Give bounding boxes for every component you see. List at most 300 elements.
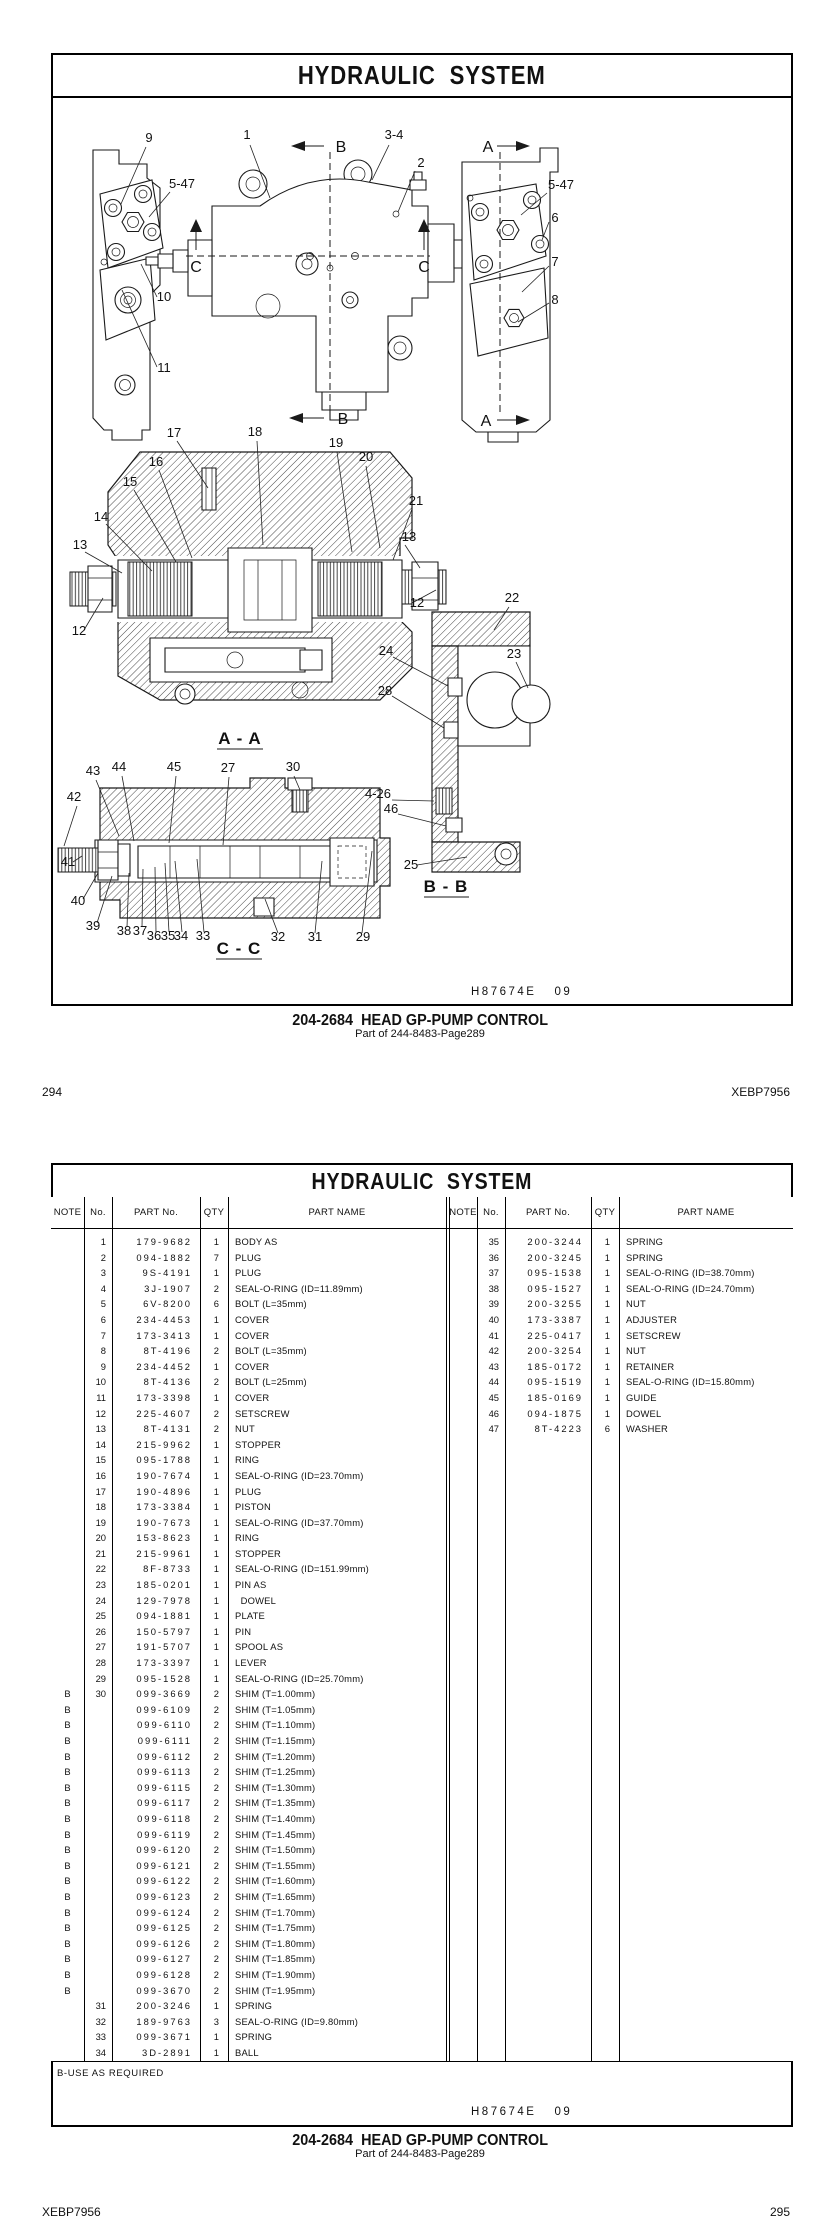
cell-qty: 1 (604, 1391, 610, 1403)
callout-3-4: 3-4 (384, 127, 404, 142)
cell-part-no: 215-9961 (136, 1547, 192, 1559)
callout-22: 22 (504, 590, 520, 605)
cell-qty: 2 (213, 1906, 219, 1918)
table-row (51, 1390, 446, 1406)
cell-note (51, 1624, 84, 1640)
table-row (449, 1312, 793, 1328)
cell-part-name: SPRING (626, 1236, 664, 1247)
table-row (51, 1546, 446, 1562)
cell-qty: 1 (213, 2046, 219, 2058)
cell-part-no: 095-1528 (136, 1672, 192, 1684)
callout-18: 18 (247, 424, 263, 439)
table-row (51, 1265, 446, 1281)
cell-note (51, 1312, 84, 1328)
cell-part-name: SHIM (T=1.80mm) (235, 1937, 316, 1949)
table-row (51, 1702, 446, 1718)
callout-12: 12 (409, 595, 425, 610)
table-row (51, 1406, 446, 1422)
cell-qty: 1 (604, 1407, 610, 1419)
cell-no (84, 1951, 112, 1967)
cell-part-name: SEAL-O-RING (ID=151.99mm) (235, 1563, 369, 1575)
cell-qty: 6 (604, 1423, 610, 1435)
page2-caption-sub: Part of 244-8483-Page289 (355, 2148, 485, 2160)
cell-no (84, 1920, 112, 1936)
cell-part-name: DOWEL (626, 1407, 662, 1419)
cell-no: 18 (95, 1501, 106, 1513)
cell-part-no: 215-9962 (136, 1438, 192, 1450)
cell-no (84, 1842, 112, 1858)
cell-no: 17 (95, 1485, 106, 1497)
cell-qty: 3 (213, 2015, 219, 2027)
cell-qty: 2 (213, 1828, 219, 1840)
cell-note (449, 1296, 477, 1312)
header-divider (51, 1228, 793, 1229)
cell-no (84, 1702, 112, 1718)
cell-qty: 2 (213, 1937, 219, 1949)
cell-part-name: SHIM (T=1.70mm) (235, 1906, 316, 1918)
cell-part-no: 095-1527 (527, 1282, 583, 1294)
table-row (51, 1624, 446, 1640)
cell-part-name: STOPPER (235, 1438, 282, 1450)
cell-qty: 1 (213, 1454, 219, 1466)
cell-note (51, 1343, 84, 1359)
table-row (51, 1967, 446, 1983)
cell-note (51, 1608, 84, 1624)
cell-qty: 1 (213, 1657, 219, 1669)
callout-5-47: 5-47 (168, 176, 196, 191)
cell-part-name: SPRING (235, 2031, 273, 2043)
callout-10: 10 (156, 289, 172, 304)
cell-qty: 1 (213, 1313, 219, 1325)
table-row (51, 1577, 446, 1593)
cell-qty: 1 (213, 1672, 219, 1684)
cell-note: B (64, 1735, 71, 1746)
callout-12: 12 (71, 623, 87, 638)
cell-qty: 1 (213, 1485, 219, 1497)
table-row (449, 1265, 793, 1281)
cell-part-no: 099-6127 (136, 1953, 192, 1965)
table-row (51, 1671, 446, 1687)
cell-part-no: 099-6126 (136, 1937, 192, 1949)
cell-part-name: BOLT (L=35mm) (235, 1345, 307, 1357)
table-row (51, 1484, 446, 1500)
table-row (449, 1359, 793, 1375)
cell-qty: 2 (213, 1766, 219, 1778)
callout-42: 42 (66, 789, 82, 804)
cell-note (51, 1998, 84, 2014)
callout-29: 29 (355, 929, 371, 944)
table-footnote: B-USE AS REQUIRED (57, 2068, 164, 2079)
cell-qty: 1 (213, 1610, 219, 1622)
cell-note: B (64, 1906, 71, 1918)
cell-part-no: 099-6123 (136, 1890, 192, 1902)
cell-part-name: SPRING (626, 1251, 664, 1263)
cell-qty: 1 (604, 1298, 610, 1310)
cell-part-name: SETSCREW (235, 1407, 290, 1419)
cell-part-no: 099-6121 (136, 1859, 192, 1871)
callout-36: 36 (146, 928, 162, 943)
cell-part-name: LEVER (235, 1657, 267, 1669)
cell-part-no: 095-1538 (527, 1267, 583, 1279)
cell-no: 3 (100, 1267, 106, 1279)
technical-drawing-page1 (51, 96, 793, 1006)
cell-no: 31 (95, 2000, 106, 2012)
cell-part-name: STOPPER (235, 1547, 282, 1559)
cell-qty: 1 (213, 1641, 219, 1653)
table-row (51, 1686, 446, 1702)
cell-part-name: PIN AS (235, 1579, 267, 1591)
cell-part-no: 179-9682 (136, 1236, 192, 1247)
cell-no: 40 (488, 1313, 499, 1325)
table-row (449, 1374, 793, 1390)
table-row (51, 1608, 446, 1624)
table-row (51, 1842, 446, 1858)
cell-note: B (64, 1828, 71, 1840)
cell-no: 13 (95, 1423, 106, 1435)
cell-qty: 2 (213, 1750, 219, 1762)
cell-part-no: 8F-8733 (143, 1563, 192, 1575)
page2-number: 295 (769, 2205, 790, 2219)
cell-note (449, 1250, 477, 1266)
cell-note (51, 2029, 84, 2045)
cell-part-no: 099-6111 (137, 1735, 192, 1746)
page1-title-bar (53, 55, 791, 98)
cell-part-no: 3D-2891 (142, 2046, 192, 2058)
cell-part-no: 190-4896 (136, 1485, 192, 1497)
table-row (51, 1421, 446, 1437)
table-row (51, 1452, 446, 1468)
table-row (51, 1328, 446, 1344)
cell-part-no: 099-6109 (136, 1703, 192, 1715)
callout-9: 9 (145, 130, 153, 145)
cell-qty: 2 (213, 1968, 219, 1980)
callout-13: 13 (72, 537, 88, 552)
cell-note: B (64, 1750, 71, 1762)
cell-part-name: SPRING (235, 2000, 273, 2012)
cell-part-name: PLUG (235, 1267, 262, 1279)
table-row (51, 1343, 446, 1359)
cell-part-no: 099-6128 (136, 1968, 192, 1980)
cell-no (84, 1749, 112, 1765)
cell-qty: 1 (213, 1625, 219, 1637)
table-row (51, 1889, 446, 1905)
cell-note (449, 1406, 477, 1422)
callout-C - C: C - C (216, 939, 262, 958)
cell-note (449, 1343, 477, 1359)
callout-30: 30 (285, 759, 301, 774)
section-c-arrow-left (190, 219, 202, 232)
cell-qty: 1 (604, 1329, 610, 1341)
cell-qty: 1 (604, 1360, 610, 1372)
cell-qty: 2 (213, 1953, 219, 1965)
cell-qty: 2 (213, 1797, 219, 1809)
cell-part-name: SHIM (T=1.95mm) (235, 1984, 316, 1996)
cell-part-no: 094-1875 (527, 1407, 583, 1419)
callout-37: 37 (132, 923, 148, 938)
table-row (51, 1795, 446, 1811)
cell-part-name: SHIM (T=1.30mm) (235, 1781, 316, 1793)
cell-no (84, 1811, 112, 1827)
cell-qty: 2 (213, 1922, 219, 1934)
callout-2: 2 (417, 155, 425, 170)
cell-part-no: 099-6113 (137, 1766, 192, 1778)
page1-title: HYDRAULIC SYSTEM (298, 60, 546, 90)
cell-part-name: RETAINER (626, 1360, 675, 1372)
callout-5-47: 5-47 (547, 177, 575, 192)
cell-qty: 1 (604, 1376, 610, 1388)
cell-part-name: SHIM (T=1.05mm) (235, 1703, 316, 1715)
cell-note (51, 1452, 84, 1468)
callout-23: 23 (506, 646, 522, 661)
callout-A: A (482, 139, 494, 156)
page2-title: HYDRAULIC SYSTEM (311, 1168, 533, 1194)
cell-note (449, 1390, 477, 1406)
callout-34: 34 (173, 928, 189, 943)
cell-part-name: SHIM (T=1.55mm) (235, 1859, 316, 1871)
cell-no: 35 (488, 1236, 499, 1247)
callout-39: 39 (85, 918, 101, 933)
cell-part-name: SHIM (T=1.60mm) (235, 1875, 316, 1887)
callout-C: C (418, 259, 430, 276)
table-row (449, 1390, 793, 1406)
cell-qty: 2 (213, 1376, 219, 1388)
header-no: No. (483, 1207, 499, 1218)
cell-part-name: SHIM (T=1.25mm) (235, 1766, 316, 1778)
cell-qty: 2 (213, 1703, 219, 1715)
cell-qty: 1 (213, 1516, 219, 1528)
cell-part-no: 173-3398 (136, 1391, 192, 1403)
table-row (449, 1234, 793, 1250)
cell-no: 41 (488, 1329, 499, 1341)
page2-caption: 204-2684 HEAD GP-PUMP CONTROL (292, 2132, 548, 2149)
table-row (449, 1250, 793, 1266)
cell-note (449, 1359, 477, 1375)
cell-note (51, 1515, 84, 1531)
cell-qty: 1 (604, 1282, 610, 1294)
cell-no: 22 (95, 1563, 106, 1575)
table-row (51, 1764, 446, 1780)
cell-qty: 6 (213, 1298, 219, 1310)
cell-part-no: 099-6115 (137, 1781, 192, 1793)
table-row (51, 1593, 446, 1609)
cell-note: B (64, 1922, 71, 1934)
leader-line (83, 873, 98, 899)
cell-no: 11 (96, 1391, 106, 1403)
cell-part-name: COVER (235, 1360, 270, 1372)
cell-part-name: BODY AS (235, 1236, 278, 1247)
cell-part-name: SEAL-O-RING (ID=25.70mm) (235, 1672, 364, 1684)
cell-no: 33 (95, 2031, 106, 2043)
callout-13: 13 (401, 529, 417, 544)
cell-no: 30 (95, 1688, 106, 1700)
cell-note (51, 1499, 84, 1515)
table-row (51, 1983, 446, 1999)
cell-part-name: SHIM (T=1.85mm) (235, 1953, 316, 1965)
cell-qty: 2 (213, 1282, 219, 1294)
cell-note (449, 1265, 477, 1281)
cell-part-no: 099-6112 (137, 1750, 192, 1762)
cell-no: 24 (95, 1594, 106, 1606)
callout-C: C (190, 259, 202, 276)
cell-part-no: 234-4453 (136, 1313, 192, 1325)
header-part-no: PART No. (525, 1207, 571, 1218)
cell-qty: 2 (213, 1844, 219, 1856)
cell-part-no: 150-5797 (136, 1625, 192, 1637)
cell-no (84, 1905, 112, 1921)
cell-no: 46 (488, 1407, 499, 1419)
cell-note: B (64, 1859, 71, 1871)
cell-qty: 1 (213, 1391, 219, 1403)
cell-note (51, 1359, 84, 1375)
table-row (51, 1858, 446, 1874)
cell-part-name: GUIDE (626, 1391, 657, 1403)
cell-no: 23 (95, 1579, 106, 1591)
leader-line (392, 800, 434, 801)
cell-no: 39 (488, 1298, 499, 1310)
cell-qty: 1 (213, 2031, 219, 2043)
header-part-name: PART NAME (308, 1207, 366, 1218)
cell-no: 34 (95, 2046, 106, 2058)
cell-note (51, 1296, 84, 1312)
right-side-view (462, 141, 558, 442)
cell-no: 15 (95, 1454, 106, 1466)
table-row (51, 1780, 446, 1796)
cell-note (51, 2014, 84, 2030)
cell-note: B (64, 1703, 71, 1715)
cell-part-no: 6V-8200 (143, 1298, 192, 1310)
callout-11: 11 (157, 360, 171, 375)
table-row (51, 1234, 446, 1250)
cell-no: 7 (100, 1329, 106, 1341)
table-row (449, 1281, 793, 1297)
cell-part-name: DOWEL (235, 1594, 276, 1606)
cell-no (84, 1795, 112, 1811)
table-row (51, 1250, 446, 1266)
header-qty: QTY (203, 1207, 225, 1218)
cell-note (51, 1593, 84, 1609)
cell-part-name: NUT (235, 1423, 255, 1435)
header-note: NOTE (449, 1207, 477, 1218)
cell-part-no: 3J-1907 (144, 1282, 192, 1294)
cell-part-no: 9S-4191 (142, 1267, 192, 1279)
cell-no (84, 1889, 112, 1905)
cell-note (51, 1546, 84, 1562)
half-divider (446, 1197, 447, 2061)
callout-7: 7 (551, 254, 559, 269)
cell-no (84, 1858, 112, 1874)
cell-note: B (64, 1781, 71, 1793)
callout-B: B (335, 139, 347, 156)
cell-part-name: NUT (626, 1345, 646, 1357)
cell-no: 36 (488, 1251, 499, 1263)
cell-no: 38 (488, 1282, 499, 1294)
cell-part-no: 094-1881 (136, 1610, 192, 1622)
cell-part-no: 200-3244 (527, 1236, 583, 1247)
cell-part-no: 094-1882 (136, 1251, 192, 1263)
leader-line (372, 145, 389, 180)
table-row (51, 1639, 446, 1655)
callout-15: 15 (122, 474, 138, 489)
cell-no: 47 (488, 1423, 499, 1435)
callout-B: B (337, 411, 349, 428)
cell-note (51, 1328, 84, 1344)
cell-part-name: SPOOL AS (235, 1641, 284, 1653)
cell-part-no: 095-1519 (527, 1376, 583, 1388)
cell-note: B (64, 1875, 71, 1887)
cell-part-name: SHIM (T=1.45mm) (235, 1828, 316, 1840)
cell-part-no: 8T-4136 (143, 1376, 192, 1388)
callout-1: 1 (243, 127, 251, 142)
section-b-b (424, 612, 550, 897)
page2-drawing-code: H87674E 09 (471, 2106, 573, 2118)
cell-part-name: PLUG (235, 1251, 262, 1263)
callout-40: 40 (70, 893, 86, 908)
cell-no: 9 (100, 1360, 106, 1372)
cell-qty: 1 (213, 1501, 219, 1513)
cell-no: 5 (100, 1298, 106, 1310)
cell-part-no: 099-6120 (136, 1844, 192, 1856)
section-b-arrow-top (291, 141, 305, 151)
callout-A - A: A - A (218, 729, 262, 748)
cell-note (51, 1406, 84, 1422)
cell-part-no: 099-3669 (136, 1688, 192, 1700)
table-row (51, 1749, 446, 1765)
cell-part-no: 099-6118 (137, 1812, 192, 1824)
cell-part-no: 234-4452 (136, 1360, 192, 1372)
parts-rows-right (449, 1234, 793, 1437)
cell-qty: 1 (213, 2000, 219, 2012)
table-row (51, 1359, 446, 1375)
cell-note (51, 1374, 84, 1390)
cell-part-name: NUT (626, 1298, 646, 1310)
table-row (51, 1281, 446, 1297)
cell-qty: 1 (213, 1236, 219, 1247)
cell-qty: 1 (604, 1313, 610, 1325)
cell-qty: 1 (213, 1594, 219, 1606)
cell-part-no: 173-3397 (136, 1657, 192, 1669)
cell-no (84, 1873, 112, 1889)
cell-part-name: SHIM (T=1.50mm) (235, 1844, 316, 1856)
cell-qty: 2 (213, 1688, 219, 1700)
cell-no: 37 (488, 1267, 499, 1279)
table-row (51, 1951, 446, 1967)
cell-part-name: PLATE (235, 1610, 266, 1622)
cell-qty: 1 (604, 1267, 610, 1279)
cell-part-name: SEAL-O-RING (ID=15.80mm) (626, 1376, 755, 1388)
cell-part-name: SHIM (T=1.65mm) (235, 1890, 316, 1902)
cell-part-no: 099-6124 (136, 1906, 192, 1918)
table-row (51, 1873, 446, 1889)
cell-part-name: SHIM (T=1.20mm) (235, 1750, 316, 1762)
table-row (51, 1717, 446, 1733)
cell-note (51, 1561, 84, 1577)
cell-no: 14 (95, 1438, 106, 1450)
cell-part-name: SHIM (T=1.75mm) (235, 1922, 316, 1934)
callout-45: 45 (166, 759, 182, 774)
cell-part-no: 129-7978 (136, 1594, 192, 1606)
cell-no: 1 (100, 1236, 106, 1247)
cell-qty: 1 (213, 1438, 219, 1450)
cell-part-name: SETSCREW (626, 1329, 681, 1341)
table-row (51, 1561, 446, 1577)
section-b-arrow-bottom (289, 413, 303, 423)
cell-no: 28 (95, 1657, 106, 1669)
cell-note (449, 1281, 477, 1297)
table-row (51, 1905, 446, 1921)
cell-no: 32 (95, 2015, 106, 2027)
cell-part-name: SEAL-O-RING (ID=37.70mm) (235, 1516, 364, 1528)
cell-part-name: SHIM (T=1.40mm) (235, 1812, 316, 1824)
